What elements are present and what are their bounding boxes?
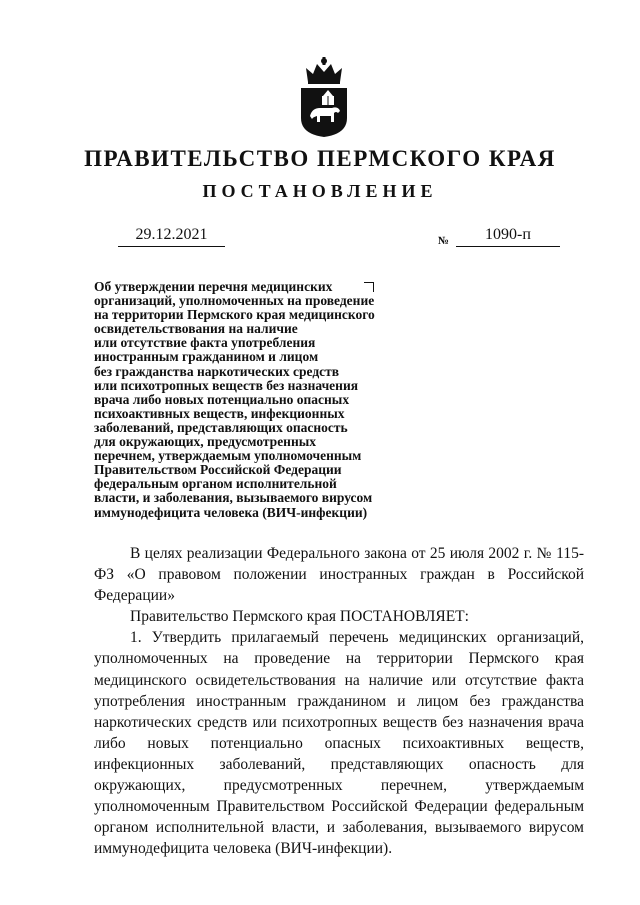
government-title: ПРАВИТЕЛЬСТВО ПЕРМСКОГО КРАЯ [84,146,556,171]
preamble-paragraph: В целях реализации Федерального закона от 25 июля 2002 г. № 115-ФЗ «О правовом положении иностранных граждан в Российской Федерации» [94,545,584,605]
document-body [94,543,584,859]
subject-line: перечнем, утверждаемым уполномоченным [94,448,362,464]
document-number: 1090-п [456,226,560,247]
subject-line: федеральным органом исполнительной [94,476,337,492]
subject-line: без гражданства наркотических средств [94,363,340,379]
subject-line: или отсутствие факта употребления [94,335,316,351]
document-type: ПОСТАНОВЛЕНИЕ [202,181,438,201]
subject-line: власти, и заболевания, вызываемого вирусом [94,490,373,506]
subject-line: Правительством Российской Федерации [94,462,342,478]
coat-of-arms-icon [298,56,350,138]
subject-line: для окружающих, предусмотренных [94,434,317,450]
subject-line: или психотропных веществ без назначения [94,377,359,393]
subject-line: заболеваний, представляющих опасность [94,419,348,435]
document-date: 29.12.2021 [118,226,225,247]
subject-line: на территории Пермского края медицинского [94,307,375,323]
subject-line: Об утверждении перечня медицинских [94,279,333,294]
subject-line: освидетельствования на наличие [94,321,298,337]
subject-line: иностранным гражданином и лицом [94,349,319,365]
subject-line: врача либо новых потенциально опасных [94,391,350,407]
subject-line: иммунодефицита человека (ВИЧ-инфекции) [94,504,368,520]
document-subject [94,280,424,520]
number-label: № [438,235,450,247]
subject-line: организаций, уполномоченных на проведение [94,293,375,309]
resolution-paragraph: Правительство Пермского края ПОСТАНОВЛЯЕТ: [130,608,469,626]
item-1-paragraph: 1. Утвердить прилагаемый перечень медицинских организаций, уполномоченных на проведение на территории Пермского края медицинского освидетельствования на наличие или отсутствие факта употребления иностранным гражданином и лицом без гражданства наркотических средств или психотропных веществ без назначения врача либо новых потенциально опасных психоактивных веществ, инфекционных заболеваний, представляющих опасность для окружающих, предусмотренных перечнем, утверждаемым уполномоченным Правительством Российской Федерации федеральным органом исполнительной власти, и заболевания, вызываемого вирусом иммунодефицита человека (ВИЧ-инфекции). [94,629,584,858]
subject-line: психоактивных веществ, инфекционных [94,405,345,421]
